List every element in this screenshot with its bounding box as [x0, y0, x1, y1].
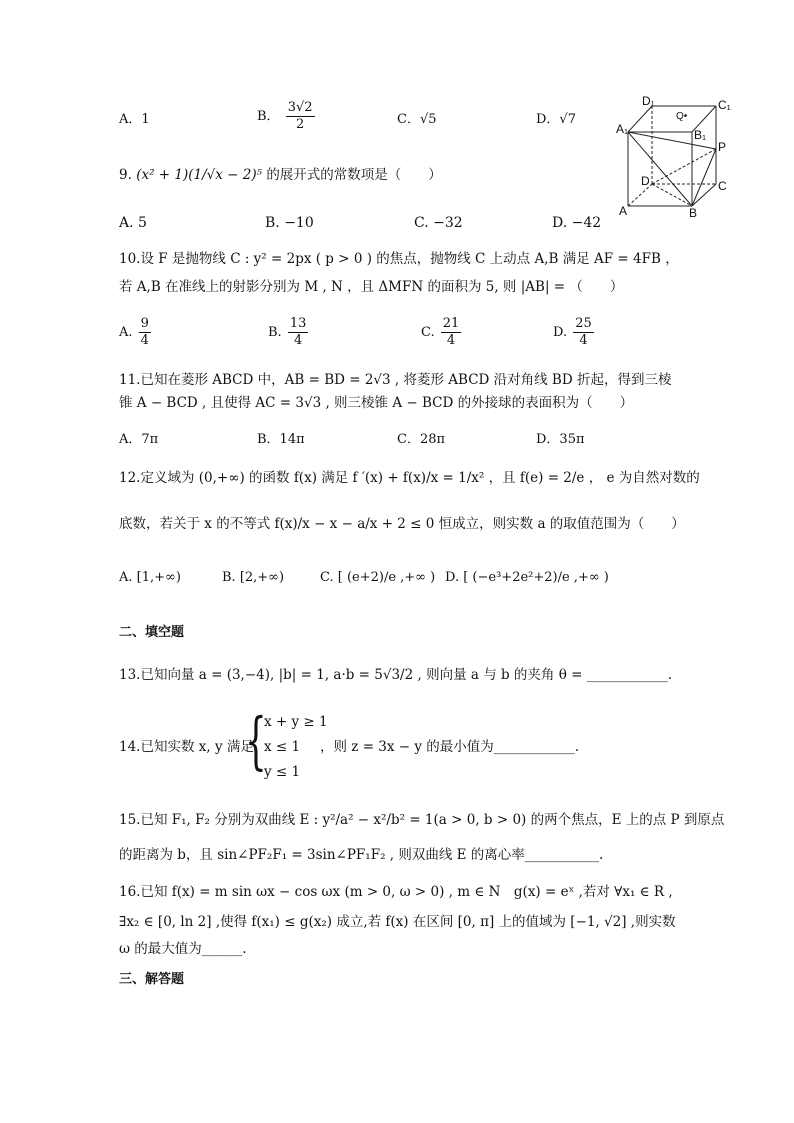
q12-line-2: 底数，若关于 x 的不等式 f(x)/x − x − a/x + 2 ≤ 0 恒成立，则实数 a 的取值范围为（ ）: [119, 516, 685, 532]
q11-option-d: D．35π: [536, 432, 585, 447]
cube-label-b1: B₁: [694, 128, 707, 142]
q9-option-b: B. −10: [265, 215, 314, 231]
q10-option-b-den: 4: [293, 333, 303, 348]
q14-cond-1: x + y ≥ 1: [264, 714, 328, 730]
q8-option-c: C．√5: [397, 112, 437, 127]
q12-option-b: B. [2,+∞): [222, 570, 285, 585]
q10-option-a: [119, 316, 153, 349]
cube-label-b: B: [689, 206, 698, 220]
q10-option-d-den: 4: [579, 333, 588, 348]
q10-option-b: [268, 316, 310, 349]
section-header-solutions: 三、解答题: [119, 972, 185, 987]
q10-option-c-num: 21: [442, 316, 460, 331]
q15-line-1: 15.已知 F₁, F₂ 分别为双曲线 E : y²/a² − x²/b² = 1(a > 0, b > 0) 的两个焦点，E 上的点 P 到原点: [119, 812, 725, 828]
q9-option-c: C. −32: [414, 215, 463, 231]
q8-option-b-label: B．: [257, 109, 280, 124]
q11-option-a: A．7π: [119, 432, 159, 447]
q11-line-2: 锥 A − BCD , 且使得 AC = 3√3 , 则三棱锥 A − BCD 的外接球的表面积为（ ）: [119, 395, 634, 411]
q10-option-d-fraction: [573, 316, 594, 349]
q11-line-1: 11.已知在菱形 ABCD 中，AB = BD = 2√3 , 将菱形 ABCD 沿对角线 BD 折起，得到三棱: [119, 372, 672, 388]
cube-label-q: Q•: [676, 111, 688, 122]
cube-label-p: P: [718, 140, 727, 154]
cube-label-a1: A₁: [616, 122, 629, 136]
q11-option-c: C．28π: [397, 432, 446, 447]
q10-option-a-fraction: [139, 316, 151, 349]
q14-suffix: ，则 z = 3x − y 的最小值为____________.: [320, 739, 580, 755]
q8-option-b: [257, 100, 317, 133]
cube-label-c: C: [718, 179, 727, 193]
q9-expression: (x² + 1)(1/√x − 2)⁵: [136, 167, 263, 183]
q10-option-b-num: 13: [289, 316, 307, 331]
q8-option-b-fraction: [286, 100, 315, 133]
q10-option-a-label: A.: [119, 325, 133, 340]
cube-label-d1: D₁: [642, 94, 655, 108]
q15-line-2: 的距离为 b，且 sin∠PF₂F₁ = 3sin∠PF₁F₂ , 则双曲线 E 的离心率___________.: [119, 847, 604, 863]
cube-label-a: A: [619, 204, 628, 218]
q8-option-b-num: 3√2: [287, 100, 313, 115]
q9-option-d: D. −42: [552, 215, 602, 231]
q10-option-c-fraction: [441, 316, 462, 349]
q9-text: 的展开式的常数项是（ ）: [266, 167, 442, 183]
q10-line-1: 10.设 F 是抛物线 C : y² = 2px ( p > 0 ) 的焦点，抛物线 C 上动点 A,B 满足 AF = 4FB ，: [119, 251, 679, 267]
q16-line-3: ω 的最大值为______.: [119, 941, 247, 957]
q12-option-a: A. [1,+∞): [119, 570, 181, 585]
q10-line-2: 若 A,B 在准线上的射影分别为 M , N ，且 ΔMFN 的面积为 5, 则 |AB| = （ ）: [119, 279, 624, 295]
q12-line-1: 12.定义域为 (0,+∞) 的函数 f(x) 满足 f ′(x) + f(x)/x = 1/x² ，且 f(e) = 2/e ， e 为自然对数的: [119, 470, 700, 486]
q10-option-b-fraction: [288, 316, 309, 349]
q11-option-b: B．14π: [257, 432, 305, 447]
q12-option-c: C. [ (e+2)/e ,+∞ ): [320, 570, 436, 585]
cube-figure: [612, 94, 742, 219]
q9-stem: [119, 165, 442, 185]
q10-option-d: [553, 316, 596, 349]
cube-label-d: D: [641, 174, 650, 188]
q12-option-d: D. [ (−e³+2e²+2)/e ,+∞ ): [445, 570, 609, 585]
q10-option-b-label: B.: [268, 325, 282, 340]
cube-label-c1: C₁: [718, 98, 731, 112]
q10-option-d-num: 25: [575, 316, 592, 331]
q8-option-a: A．1: [119, 112, 150, 127]
q16-line-2: ∃x₂ ∈ [0, ln 2] ,使得 f(x₁) ≤ g(x₂) 成立,若 f(x) 在区间 [0, π] 上的值域为 [−1, √2] ,则实数: [119, 914, 676, 930]
q13-stem: 13.已知向量 a = (3,−4), |b| = 1, a·b = 5√3/2 , 则向量 a 与 b 的夹角 θ = ____________.: [119, 667, 673, 683]
q14-prefix: 14.已知实数 x, y 满足: [119, 739, 254, 755]
q10-option-c-label: C.: [421, 325, 435, 340]
q14-cond-2: x ≤ 1: [264, 739, 301, 755]
q9-option-a: A. 5: [119, 215, 147, 231]
q10-option-c: [421, 316, 463, 349]
q14-brace: {: [245, 704, 267, 777]
q10-option-c-den: 4: [446, 333, 456, 348]
q8-option-d: D．√7: [536, 112, 576, 127]
section-header-fill-in: 二、填空题: [119, 625, 185, 640]
q10-option-a-num: 9: [140, 316, 149, 331]
q16-line-1: 16.已知 f(x) = m sin ωx − cos ωx (m > 0, ω > 0) , m ∈ N g(x) = eˣ ,若对 ∀x₁ ∈ R ,: [119, 884, 673, 900]
q14-cond-3: y ≤ 1: [264, 764, 301, 780]
q10-option-a-den: 4: [140, 333, 149, 348]
q8-option-b-den: 2: [295, 117, 305, 132]
q10-option-d-label: D.: [553, 325, 568, 340]
q9-number: 9.: [119, 167, 132, 183]
